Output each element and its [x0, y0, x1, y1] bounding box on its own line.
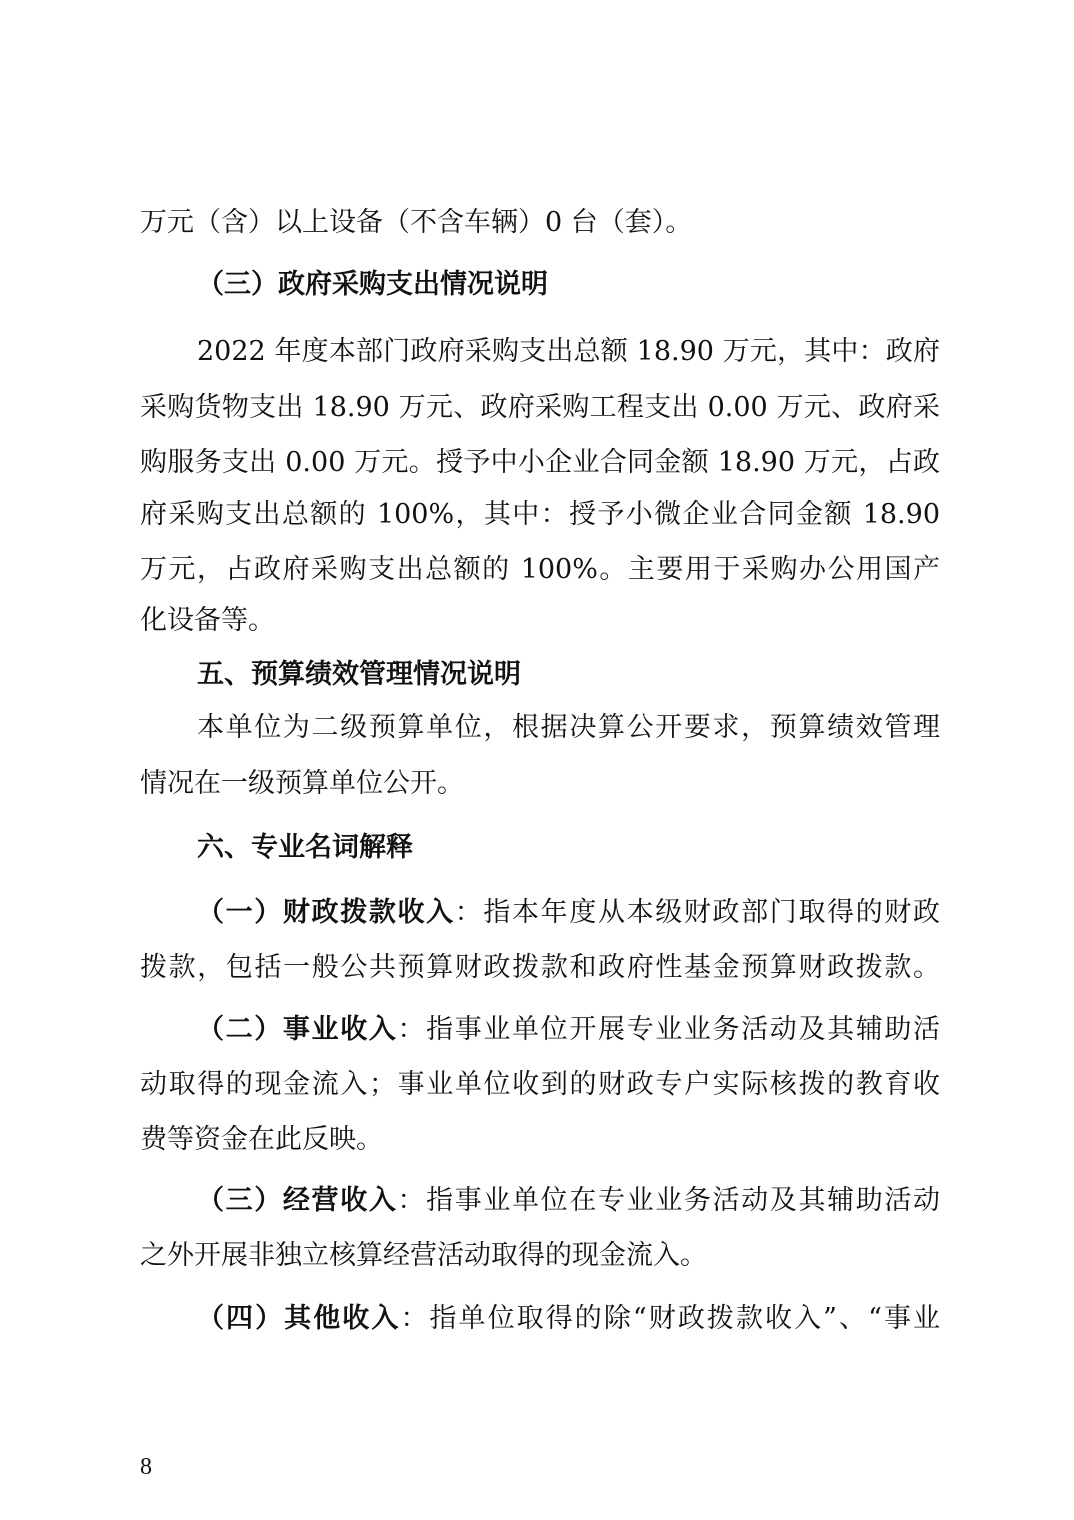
term-line — [197, 895, 940, 931]
term-title: （四）其他收入 — [197, 1303, 401, 1334]
text-line: 万元（含）以上设备（不含车辆）0 台（套）。 — [140, 207, 693, 238]
text-line: 费等资金在此反映。 — [140, 1124, 383, 1155]
text-line: 情况在一级预算单位公开。 — [140, 768, 464, 799]
text-line: 购服务支出 0.00 万元。授予中小企业合同金额 18.90 万元，占政 — [140, 447, 940, 478]
text-line: 府采购支出总额的 100%，其中：授予小微企业合同金额 18.90 — [140, 499, 940, 530]
text-line: 动取得的现金流入；事业单位收到的财政专户实际核拨的教育收 — [140, 1069, 940, 1100]
term-text: ：指事业单位在专业业务活动及其辅助活动 — [397, 1185, 941, 1216]
text-line: 之外开展非独立核算经营活动取得的现金流入。 — [140, 1240, 707, 1271]
text-line: 拨款，包括一般公共预算财政拨款和政府性基金预算财政拨款。 — [140, 952, 940, 983]
term-line — [197, 1301, 940, 1337]
text-line: 万元，占政府采购支出总额的 100%。主要用于采购办公用国产 — [140, 554, 940, 585]
page-number: 8 — [140, 1454, 152, 1480]
heading-gov-purchase: （三）政府采购支出情况说明 — [197, 269, 548, 300]
text-line: 2022 年度本部门政府采购支出总额 18.90 万元，其中：政府 — [197, 336, 940, 367]
term-text: ：指单位取得的除“财政拨款收入”、“事业 — [400, 1303, 940, 1334]
term-text: ：指事业单位开展专业业务活动及其辅助活 — [397, 1014, 941, 1045]
heading-section-5: 五、预算绩效管理情况说明 — [197, 659, 521, 690]
term-title: （二）事业收入 — [197, 1014, 398, 1045]
term-title: （三）经营收入 — [197, 1185, 398, 1216]
text-line: 本单位为二级预算单位，根据决算公开要求，预算绩效管理 — [197, 712, 940, 743]
heading-section-6: 六、专业名词解释 — [197, 832, 413, 863]
term-line — [197, 1012, 940, 1048]
term-text: ：指本年度从本级财政部门取得的财政 — [454, 897, 941, 928]
text-line: 化设备等。 — [140, 605, 275, 636]
term-line — [197, 1183, 940, 1219]
term-title: （一）财政拨款收入 — [197, 897, 455, 928]
text-line: 采购货物支出 18.90 万元、政府采购工程支出 0.00 万元、政府采 — [140, 392, 940, 423]
